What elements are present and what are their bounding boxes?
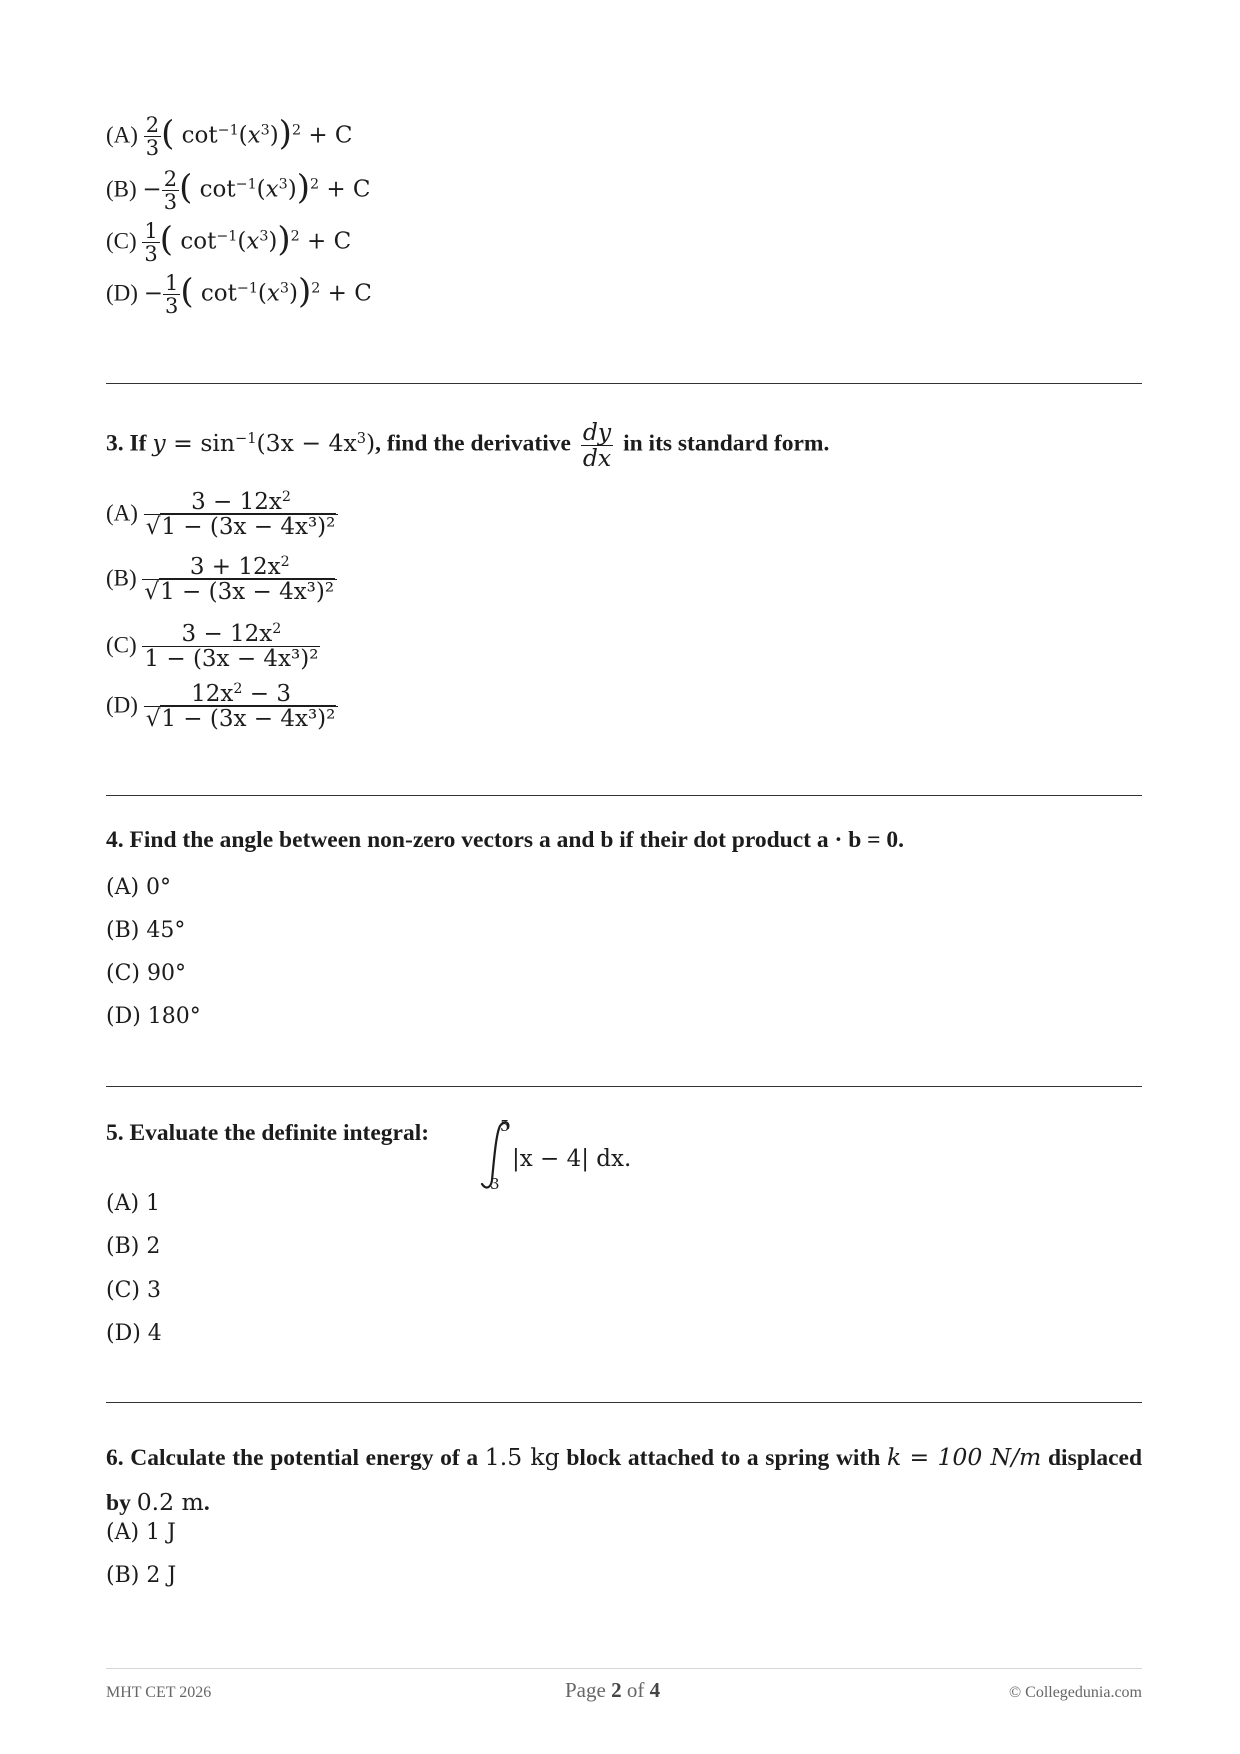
math-arg: ) bbox=[269, 122, 279, 149]
math-arg: ( bbox=[238, 122, 248, 149]
math-op: − bbox=[142, 176, 162, 203]
fraction-numerator: $3 + 12x^2$ bbox=[142, 555, 337, 580]
math-expr: 0.2 m bbox=[136, 1488, 204, 1516]
math-rest: + C bbox=[301, 122, 353, 149]
option-item: (B) 45° bbox=[106, 918, 186, 943]
option-label: (D) bbox=[106, 692, 144, 718]
sqrt-sign: √ bbox=[145, 706, 161, 733]
paren: ) bbox=[296, 167, 310, 208]
option-item bbox=[106, 490, 338, 539]
math-fn: cot bbox=[192, 176, 236, 203]
math-sup: −1 bbox=[217, 122, 239, 139]
fraction-denominator: 3 bbox=[144, 242, 158, 267]
option-item: (B) 2 J bbox=[106, 1563, 177, 1588]
math-var: x bbox=[265, 176, 279, 203]
option-item bbox=[106, 168, 371, 213]
question-number: 3. bbox=[106, 430, 124, 457]
math-sup: 2 bbox=[311, 280, 321, 297]
math-fn: cot bbox=[193, 280, 237, 307]
question-number: 4. bbox=[106, 827, 124, 853]
option-label: (A) bbox=[106, 500, 144, 526]
option-label: (A) bbox=[106, 122, 144, 148]
fraction-denominator: 3 bbox=[164, 294, 179, 319]
math-arg: ( bbox=[257, 280, 267, 307]
fraction bbox=[144, 490, 339, 539]
math-sup: 2 bbox=[272, 621, 282, 638]
math-expr: k = 100 N/m bbox=[887, 1443, 1042, 1471]
paren: ( bbox=[179, 167, 193, 208]
question-number: 6. bbox=[106, 1445, 124, 1471]
math-arg: (3x − 4x bbox=[256, 428, 357, 457]
radicand: 1 − (3x − 4x³)² bbox=[161, 706, 336, 733]
math-fn: cot bbox=[174, 122, 218, 149]
option-item: (C) 3 bbox=[106, 1278, 161, 1303]
fraction bbox=[162, 168, 179, 213]
sqrt-sign: √ bbox=[144, 579, 160, 606]
fraction-numerator: $12x^2 - 3$ bbox=[144, 682, 339, 707]
math-rest: + C bbox=[319, 176, 371, 203]
question-text: . bbox=[203, 1490, 210, 1516]
math-arg: ) bbox=[365, 428, 376, 457]
question-text: Evaluate the definite integral: bbox=[129, 1120, 430, 1146]
fraction-numerator: 2 bbox=[163, 167, 178, 191]
sqrt bbox=[144, 580, 335, 604]
option-item: (A) 0° bbox=[106, 875, 172, 900]
question-number: 5. bbox=[106, 1120, 124, 1146]
math-var: x bbox=[266, 280, 280, 307]
math-expr: 1.5 kg bbox=[484, 1443, 560, 1471]
math-sup: −1 bbox=[235, 176, 257, 193]
math-op: − bbox=[143, 280, 163, 307]
fraction bbox=[142, 220, 159, 265]
question-text: Calculate the potential energy of a bbox=[130, 1445, 479, 1471]
question-text: displaced by bbox=[106, 1445, 1143, 1516]
question-text: , find the derivative bbox=[375, 430, 571, 457]
math-sup: 3 bbox=[259, 228, 269, 245]
option-label: (D) bbox=[106, 280, 144, 306]
divider bbox=[106, 795, 1142, 796]
divider bbox=[106, 1086, 1142, 1087]
divider bbox=[106, 383, 1142, 384]
question-text: block attached to a spring with bbox=[566, 1445, 881, 1471]
math-var: y bbox=[152, 428, 166, 457]
math-rest: + C bbox=[320, 280, 372, 307]
sqrt-sign: √ bbox=[145, 514, 161, 541]
option-item bbox=[106, 555, 337, 604]
fraction-numerator: $3 - 12x^2$ bbox=[142, 622, 320, 647]
sqrt bbox=[146, 515, 337, 539]
question-6 bbox=[106, 1435, 1142, 1525]
page-total: 4 bbox=[649, 1678, 661, 1702]
paren: ( bbox=[159, 219, 174, 260]
math-sup: 2 bbox=[309, 176, 320, 193]
paren: ( bbox=[180, 271, 194, 312]
math-arg: ( bbox=[237, 228, 247, 255]
fraction bbox=[144, 682, 339, 731]
page-number: 2 bbox=[611, 1678, 622, 1702]
fraction-denominator bbox=[144, 707, 339, 731]
option-item: (D) 180° bbox=[106, 1004, 201, 1029]
fraction-numerator: dy bbox=[582, 418, 612, 446]
question-5 bbox=[106, 1120, 429, 1147]
math-rest: + C bbox=[299, 228, 352, 255]
math-arg: ( bbox=[256, 176, 266, 203]
derivative-fraction bbox=[581, 420, 613, 470]
math-sup: 2 bbox=[290, 228, 300, 245]
option-item bbox=[106, 220, 351, 265]
paren: ( bbox=[161, 113, 175, 154]
fraction-denominator: dx bbox=[582, 443, 612, 472]
footer-divider bbox=[106, 1668, 1142, 1669]
math-fn: cot bbox=[173, 228, 217, 255]
math-var: x bbox=[246, 228, 260, 255]
math-arg: ) bbox=[268, 228, 278, 255]
paren: ) bbox=[277, 219, 291, 260]
fraction bbox=[142, 555, 337, 604]
math-var: x bbox=[247, 122, 261, 149]
question-text: in its standard form. bbox=[623, 430, 830, 457]
sqrt bbox=[146, 707, 337, 731]
math-sup: 2 bbox=[233, 681, 243, 698]
footer-copyright: © Collegedunia.com bbox=[1008, 1684, 1142, 1701]
fraction-denominator: 1 − (3x − 4x³)² bbox=[144, 646, 319, 673]
page-label: of bbox=[626, 1678, 645, 1702]
paren: ) bbox=[278, 113, 292, 154]
math-fn: sin bbox=[200, 428, 236, 457]
fraction-numerator: $3 - 12x^2$ bbox=[144, 490, 339, 515]
math-sup: 2 bbox=[280, 554, 290, 571]
fraction-denominator: 3 bbox=[163, 190, 178, 215]
page-label: Page bbox=[565, 1678, 606, 1702]
option-item bbox=[106, 682, 338, 731]
math-sup: 3 bbox=[278, 176, 288, 193]
integral-upper: 5 bbox=[500, 1117, 510, 1135]
math-arg: ) bbox=[288, 280, 298, 307]
radicand: 1 − (3x − 4x³)² bbox=[161, 514, 336, 541]
math-sup: −1 bbox=[216, 228, 238, 245]
fraction-denominator: 3 bbox=[145, 136, 160, 161]
fraction bbox=[163, 272, 180, 317]
radicand: 1 − (3x − 4x³)² bbox=[160, 579, 335, 606]
option-label: (B) bbox=[106, 176, 143, 202]
fraction bbox=[142, 622, 320, 671]
fraction bbox=[144, 114, 161, 159]
option-item bbox=[106, 114, 353, 159]
divider bbox=[106, 1402, 1142, 1403]
page-indicator bbox=[565, 1678, 660, 1703]
math-op: = bbox=[173, 428, 193, 457]
option-item: (C) 90° bbox=[106, 961, 186, 986]
option-item: (A) 1 bbox=[106, 1191, 161, 1216]
fraction-numerator: 1 bbox=[164, 271, 179, 295]
fraction-denominator bbox=[142, 580, 337, 604]
math-sup: 2 bbox=[281, 489, 291, 506]
fraction-numerator: 1 bbox=[144, 219, 158, 243]
question-3 bbox=[106, 420, 829, 470]
math-arg: ) bbox=[287, 176, 297, 203]
option-item: (D) 4 bbox=[106, 1321, 162, 1346]
math-sup: 3 bbox=[260, 122, 270, 139]
math-sup: 2 bbox=[291, 122, 302, 139]
paren: ) bbox=[297, 271, 312, 312]
question-text: If bbox=[129, 430, 147, 457]
fraction-numerator: 2 bbox=[145, 113, 160, 137]
fraction-denominator bbox=[144, 515, 339, 539]
math-expr: a · b = 0. bbox=[816, 827, 905, 853]
math-sup: −1 bbox=[235, 429, 257, 447]
math-sup: 3 bbox=[279, 280, 289, 297]
option-label: (C) bbox=[106, 228, 143, 254]
math-sup: −1 bbox=[236, 280, 258, 297]
option-item bbox=[106, 272, 372, 317]
question-4 bbox=[106, 827, 904, 854]
integrand: |x − 4| dx. bbox=[512, 1146, 632, 1172]
math-sup: 3 bbox=[356, 429, 366, 447]
question-text: Find the angle between non-zero vectors a and b if their dot product bbox=[129, 827, 811, 853]
option-label: (B) bbox=[106, 565, 143, 591]
option-item: (A) 1 J bbox=[106, 1520, 176, 1545]
option-item: (B) 2 bbox=[106, 1234, 161, 1259]
option-label: (C) bbox=[106, 632, 143, 658]
integral-lower: 3 bbox=[490, 1175, 500, 1193]
option-item bbox=[106, 622, 320, 671]
footer-exam-name: MHT CET 2026 bbox=[106, 1684, 212, 1701]
